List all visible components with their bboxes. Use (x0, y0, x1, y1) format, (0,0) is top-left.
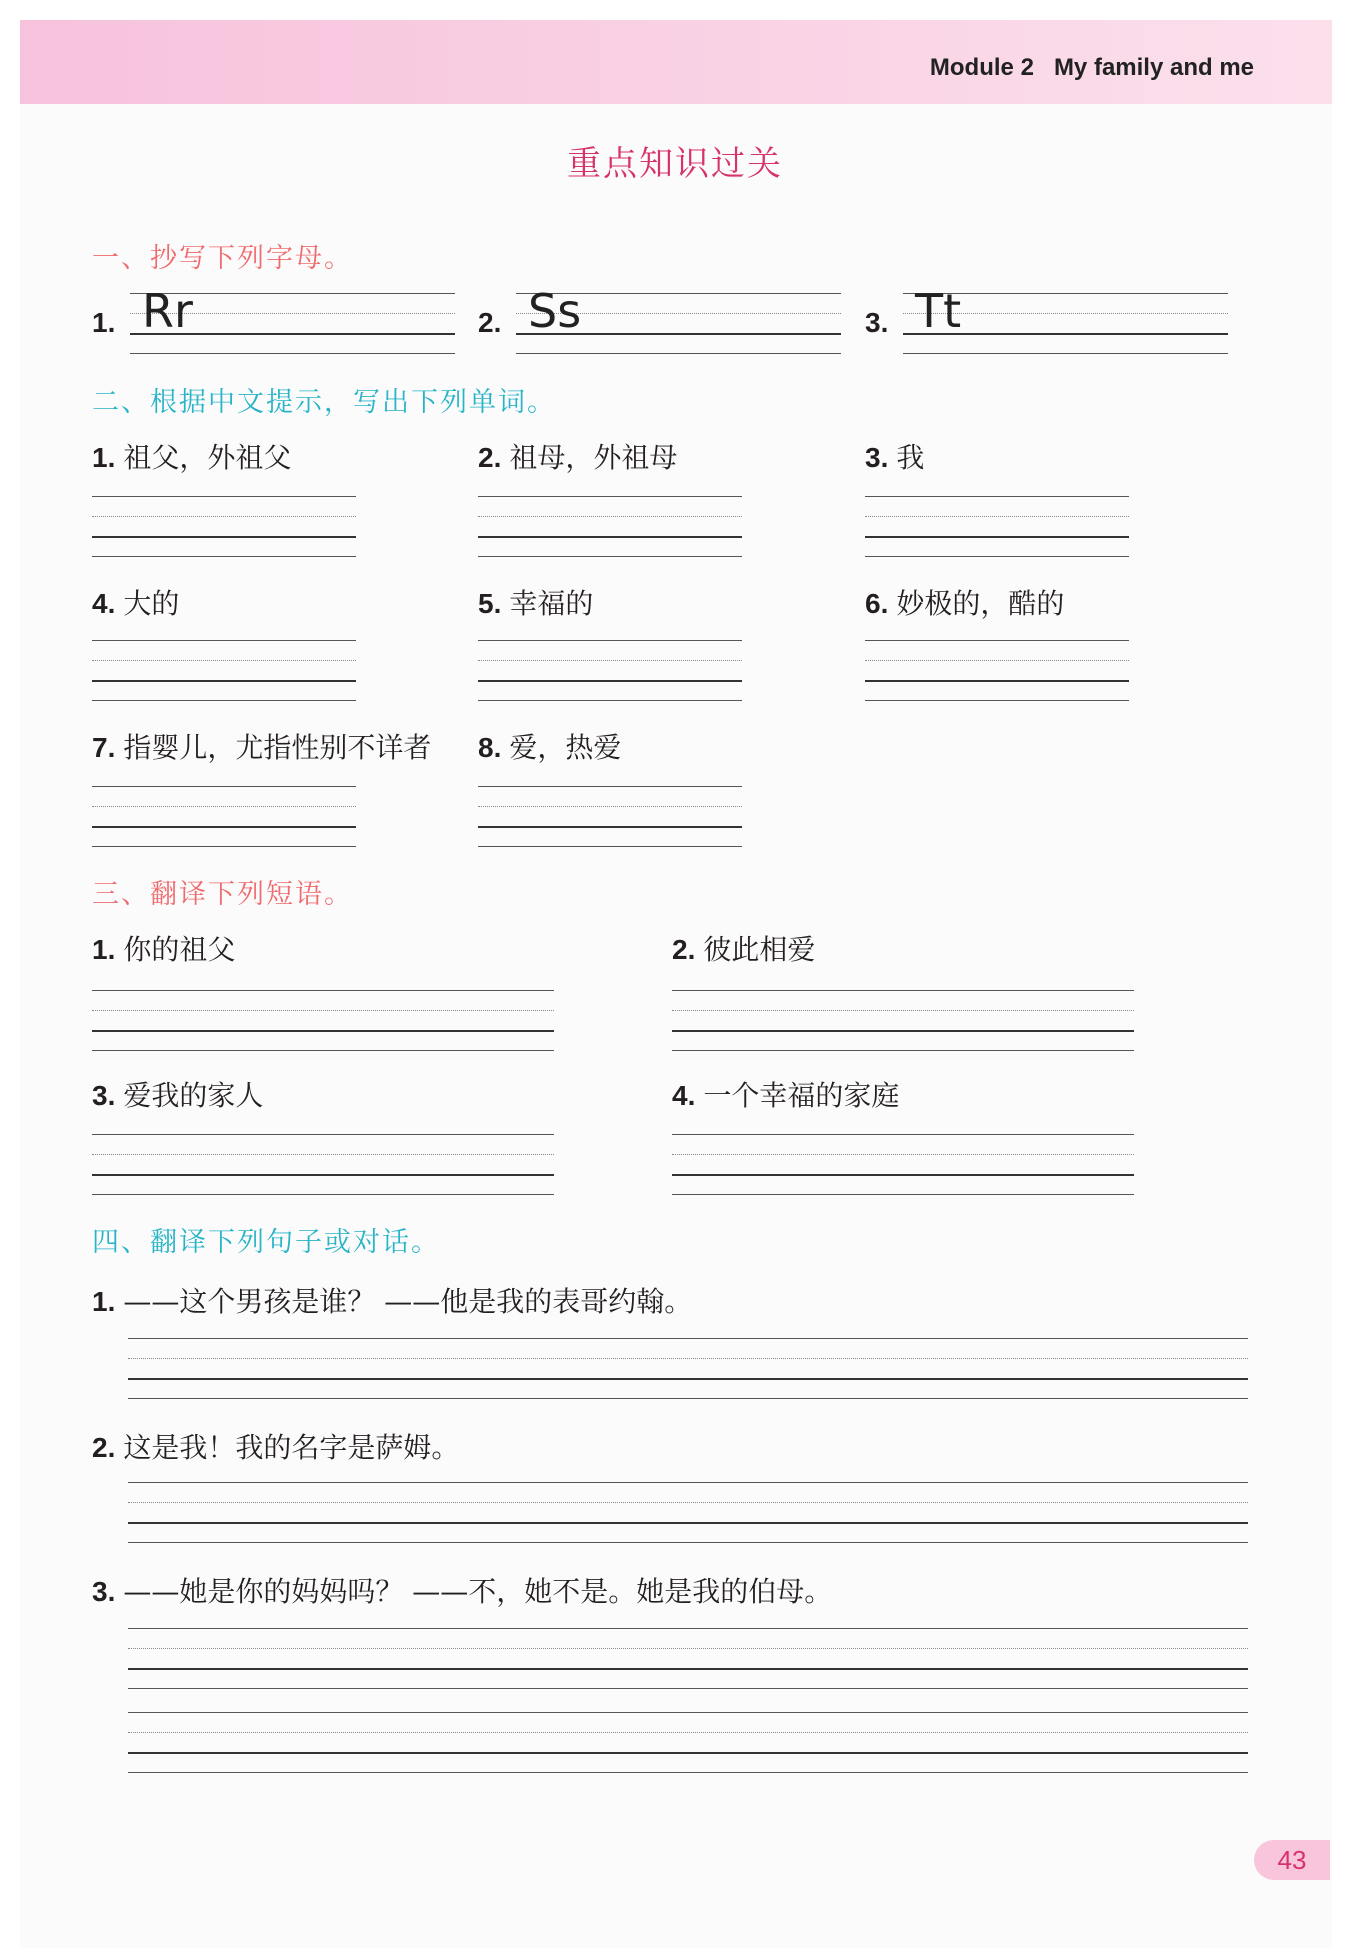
word-item-6: 6. 妙极的，酷的 (865, 587, 1065, 620)
word-writing-lines-3[interactable] (865, 496, 1129, 560)
phrase-writing-lines-3[interactable] (92, 1134, 554, 1198)
letter-sample-ss: Ss (528, 284, 582, 338)
word-item-3: 3. 我 (865, 441, 925, 474)
sentence-writing-lines-3b[interactable] (128, 1712, 1248, 1776)
word-item-7: 7. 指婴儿，尤指性别不详者 (92, 731, 432, 764)
module-header (930, 54, 1254, 82)
word-item-4: 4. 大的 (92, 587, 180, 620)
phrase-item-1: 1. 你的祖父 (92, 933, 236, 966)
page-number: 43 (1254, 1840, 1330, 1880)
sentence-writing-lines-1[interactable] (128, 1338, 1248, 1402)
module-number: Module 2 (929, 54, 1034, 81)
section-2-heading: 二、根据中文提示，写出下列单词。 (92, 387, 556, 418)
word-item-2: 2. 祖母，外祖母 (478, 441, 678, 474)
phrase-writing-lines-1[interactable] (92, 990, 554, 1054)
page-title: 重点知识过关 (567, 144, 783, 184)
word-writing-lines-5[interactable] (478, 640, 742, 704)
word-writing-lines-2[interactable] (478, 496, 742, 560)
phrase-writing-lines-4[interactable] (672, 1134, 1134, 1198)
word-item-5: 5. 幸福的 (478, 587, 594, 620)
word-writing-lines-7[interactable] (92, 786, 356, 850)
section-1-heading: 一、抄写下列字母。 (92, 243, 353, 274)
word-writing-lines-6[interactable] (865, 640, 1129, 704)
sentence-writing-lines-3a[interactable] (128, 1628, 1248, 1692)
phrase-item-4: 4. 一个幸福的家庭 (672, 1079, 900, 1112)
letter-item-2: 2. (478, 307, 502, 338)
letter-sample-tt: Tt (915, 284, 962, 338)
letter-sample-rr: Rr (142, 284, 193, 338)
word-item-8: 8. 爱，热爱 (478, 731, 622, 764)
sentence-item-1: 1. ——这个男孩是谁？ ——他是我的表哥约翰。 (92, 1285, 693, 1318)
sentence-writing-lines-2[interactable] (128, 1482, 1248, 1546)
sentence-item-3: 3. ——她是你的妈妈吗？ ——不，她不是。她是我的伯母。 (92, 1575, 833, 1608)
phrase-writing-lines-2[interactable] (672, 990, 1134, 1054)
sentence-item-2: 2. 这是我！我的名字是萨姆。 (92, 1431, 460, 1464)
module-title: My family and me (1053, 54, 1254, 81)
section-3-heading: 三、翻译下列短语。 (92, 879, 353, 910)
section-4-heading: 四、翻译下列句子或对话。 (92, 1227, 440, 1258)
letter-item-3: 3. (865, 307, 889, 338)
word-item-1: 1. 祖父，外祖父 (92, 441, 292, 474)
phrase-item-2: 2. 彼此相爱 (672, 933, 816, 966)
word-writing-lines-4[interactable] (92, 640, 356, 704)
phrase-item-3: 3. 爱我的家人 (92, 1079, 264, 1112)
word-writing-lines-8[interactable] (478, 786, 742, 850)
letter-item-1: 1. (92, 307, 116, 338)
word-writing-lines-1[interactable] (92, 496, 356, 560)
